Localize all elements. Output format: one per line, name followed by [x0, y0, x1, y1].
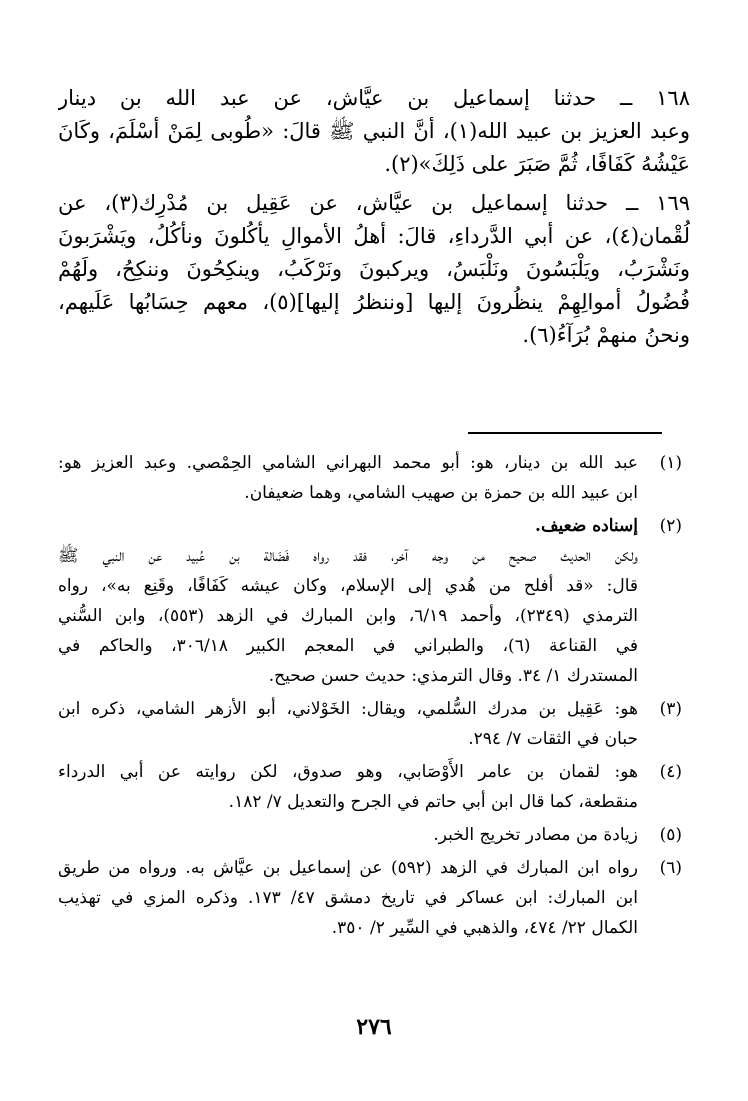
- text-line: وعبد العزيز بن عبيد الله(١)، أنَّ النبي ﷺ قالَ: «طُوبى لِمَنْ أسْلَمَ، وكَانَ: [58, 119, 690, 143]
- footnote-line: قال: «قد أفلح من هُدي إلى الإسلام، وكان عيشه كَفَافًا، وقَنِع به»، رواه: [58, 576, 638, 596]
- footnote-line: منقطعة، كما قال ابن أبي حاتم في الجرح والتعديل ٧/ ١٨٢.: [228, 792, 638, 812]
- footnote-1: [58, 448, 690, 508]
- footnote-6: [58, 853, 690, 943]
- footnote-line: رواه ابن المبارك في الزهد (٥٩٢) عن إسماعيل بن عيَّاش به. ورواه من طريق: [58, 858, 638, 878]
- footnote-5: [58, 820, 690, 850]
- footnote-number: (١): [659, 453, 682, 473]
- page-number: ٢٧٦: [356, 1014, 392, 1040]
- footnote-line: هو: عَقِيل بن مدرك السُّلمي، ويقال: الخَوْلاني، أبو الأزهر الشامي، ذكره ابن: [58, 699, 638, 719]
- footnote-number: (٣): [659, 699, 682, 719]
- footnote-number: (٥): [659, 825, 682, 845]
- footnote-3: [58, 694, 690, 754]
- footnotes: [58, 448, 690, 946]
- footnote-line: حبان في الثقات ٧/ ٢٩٤.: [468, 729, 638, 749]
- footnote-line: ابن المبارك: ابن عساكر في تاريخ دمشق ٤٧/ ١٧٣. وذكره المزي في تهذيب: [58, 888, 638, 908]
- footnote-line: الترمذي (٢٣٤٩)، وأحمد ٦/١٩، وابن المبارك في الزهد (٥٥٣)، وابن السُّني: [58, 606, 638, 626]
- footnote-number: (٢): [659, 516, 682, 536]
- text-line: عَيْشُهُ كَفَافًا، ثُمَّ صَبَرَ على ذَلِكَ»(٢).: [384, 152, 690, 176]
- footnote-separator: [468, 432, 662, 434]
- footnote-line: زيادة من مصادر تخريج الخبر.: [433, 825, 638, 845]
- text-line: فُضُولُ أموالِهِمْ ينظُرونَ إليها [وننظرُ إليها](٥)، معهم حِسَابُها عَلَيهم،: [58, 290, 690, 314]
- footnote-number: (٦): [659, 858, 682, 878]
- text-line: ونَشْرَبُ، ويَلْبَسُونَ ونَلْبَسُ، ويركبونَ ونَرْكَبُ، وينكِحُونَ وننكِحُ، ولَهُمْ: [58, 257, 690, 281]
- text-line: ونحنُ منهمْ بُرَآءُ(٦).: [522, 323, 690, 347]
- footnote-line: الكمال ٢٢/ ٤٧٤، والذهبي في السِّير ٢/ ٣٥٠.: [331, 918, 638, 938]
- footnote-line: ابن عبيد الله بن حمزة بن صهيب الشامي، وهما ضعيفان.: [244, 483, 638, 503]
- main-text: [58, 82, 690, 352]
- text-line: ١٦٩ ــ حدثنا إسماعيل بن عيَّاش، عن عَقِيل بن مُدْرِك(٣)، عن: [58, 191, 690, 215]
- footnote-line: إسناده ضعيف.: [535, 516, 638, 536]
- footnote-number: (٤): [659, 762, 682, 782]
- footnote-2: [58, 511, 690, 691]
- footnote-line: ولكن الحديث صحيح من وجه آخر، فقد رواه فَضَالة بن عُبيد عن النبي ﷺ: [58, 546, 638, 566]
- footnote-line: عبد الله بن دينار، هو: أبو محمد البهراني الشامي الحِمْصي. وعبد العزيز هو:: [58, 453, 638, 473]
- footnote-line: المستدرك ١/ ٣٤. وقال الترمذي: حديث حسن صحيح.: [268, 666, 638, 686]
- footnote-line: في القناعة (٦)، والطبراني في المعجم الكبير ٣٠٦/١٨، والحاكم في: [58, 636, 638, 656]
- text-line: ١٦٨ ــ حدثنا إسماعيل بن عيَّاش، عن عبد الله بن دينار: [58, 86, 690, 110]
- text-line: لُقْمان(٤)، عن أبي الدَّرداءِ، قالَ: أهلُ الأموالِ يأكُلونَ ونأكُلُ، ويَشْرَبونَ: [58, 224, 690, 248]
- footnote-4: [58, 757, 690, 817]
- footnote-line: هو: لقمان بن عامر الأَوْصَابي، وهو صدوق، لكن روايته عن أبي الدرداء: [58, 762, 638, 782]
